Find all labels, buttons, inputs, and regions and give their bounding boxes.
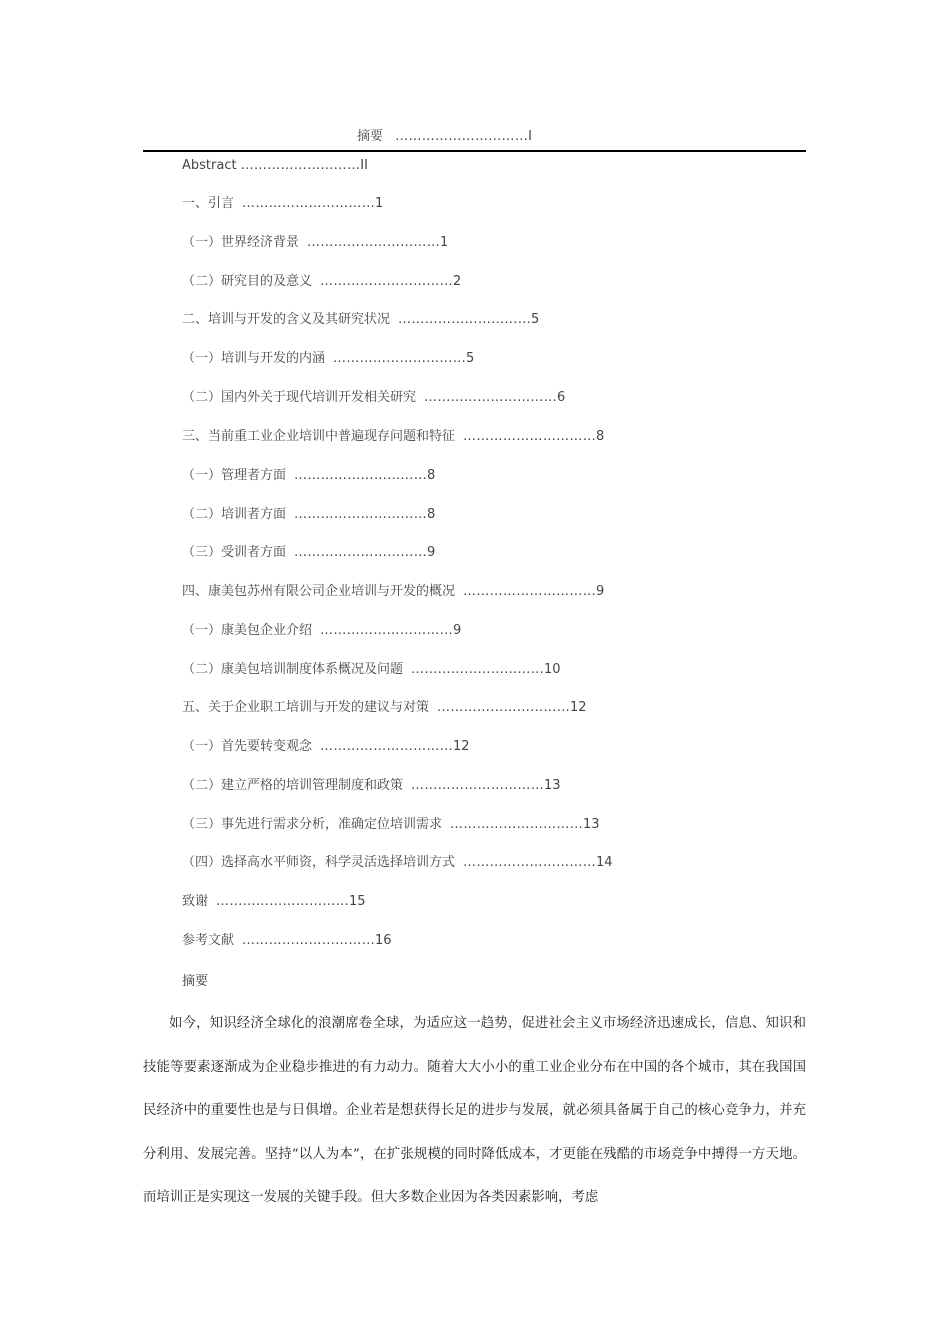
toc-entry-title: （一）首先要转变观念	[182, 739, 313, 754]
toc-leader-dots: …………………………	[242, 933, 376, 948]
toc-entry[interactable]	[182, 543, 435, 563]
toc-leader-dots: …………………………	[424, 390, 558, 405]
toc-entry-title: （二）研究目的及意义	[182, 274, 313, 289]
toc-entry[interactable]	[182, 698, 587, 718]
toc-leader-dots: …………………………	[437, 700, 571, 715]
toc-entry[interactable]	[182, 853, 613, 873]
toc-page-number: 5	[466, 351, 475, 366]
toc-page-number: 9	[453, 623, 462, 638]
toc-entry[interactable]	[182, 310, 539, 330]
toc-entry-title: （一）康美包企业介绍	[182, 623, 313, 638]
toc-entry-title: （一）世界经济背景	[182, 235, 300, 250]
toc-entry[interactable]	[182, 931, 392, 951]
toc-page-number: II	[360, 158, 368, 173]
toc-leader-dots: …………………………	[463, 429, 597, 444]
toc-leader-dots: …………………………	[333, 351, 467, 366]
toc-page-number: 9	[427, 545, 436, 560]
toc-entry[interactable]	[182, 156, 368, 176]
toc-leader-dots: …………………………	[398, 312, 532, 327]
toc-page-number: 2	[453, 274, 462, 289]
toc-leader-dots: …………………………	[463, 855, 597, 870]
toc-leader-dots: …………………………	[307, 235, 441, 250]
toc-leader-dots: …………………………	[294, 468, 428, 483]
toc-page-number: 9	[596, 584, 605, 599]
toc-leader-dots: …………………………	[320, 623, 454, 638]
toc-entry[interactable]	[182, 272, 461, 292]
toc-entry[interactable]	[182, 582, 604, 602]
toc-leader-dots: …………………………	[294, 545, 428, 560]
toc-leader-dots: ………………………	[240, 158, 361, 173]
toc-entry[interactable]	[182, 233, 448, 253]
toc-entry[interactable]	[182, 660, 561, 680]
toc-leader-dots: …………………………	[450, 817, 584, 832]
toc-leader-dots: …………………………	[411, 662, 545, 677]
toc-entry-title: （二）建立严格的培训管理制度和政策	[182, 778, 404, 793]
toc-entry-title: （二）康美包培训制度体系概况及问题	[182, 662, 404, 677]
toc-leader-dots: …………………………	[411, 778, 545, 793]
toc-page-number: 5	[531, 312, 540, 327]
toc-entry[interactable]	[182, 349, 474, 369]
toc-page-number: 13	[583, 817, 600, 832]
toc-page-number: 12	[570, 700, 587, 715]
toc-entry-title: 二、培训与开发的含义及其研究状况	[182, 312, 391, 327]
abstract-body	[143, 1002, 806, 1220]
toc-leader-dots: …………………………	[242, 196, 376, 211]
toc-page-number: 6	[557, 390, 566, 405]
toc-entry-title: 参考文献	[182, 933, 235, 948]
toc-entry[interactable]	[182, 427, 604, 447]
toc-entry[interactable]	[182, 621, 461, 641]
toc-page-number: 1	[440, 235, 449, 250]
toc-leader-dots: …………………………	[294, 507, 428, 522]
toc-page-number: 14	[596, 855, 613, 870]
toc-page-number: 8	[596, 429, 605, 444]
toc-page-number: 12	[453, 739, 470, 754]
toc-entry[interactable]	[182, 388, 565, 408]
toc-entry-title: （三）事先进行需求分析，准确定位培训需求	[182, 817, 443, 832]
toc-entry-title: 五、关于企业职工培训与开发的建议与对策	[182, 700, 430, 715]
toc-entry[interactable]	[182, 892, 366, 912]
toc-entry-title: （二）培训者方面	[182, 507, 287, 522]
toc-page-number: 1	[375, 196, 384, 211]
toc-entry-title: Abstract	[182, 158, 237, 173]
toc-entry-title: （一）培训与开发的内涵	[182, 351, 326, 366]
toc-leader-dots: …………………………	[463, 584, 597, 599]
toc-entry-title: 三、当前重工业企业培训中普遍现存问题和特征	[182, 429, 456, 444]
toc-entry-title: （三）受训者方面	[182, 545, 287, 560]
toc-entry[interactable]	[182, 737, 470, 757]
toc-page-number: 10	[544, 662, 561, 677]
toc-page-number: 16	[375, 933, 392, 948]
toc-entry-title: （一）管理者方面	[182, 468, 287, 483]
toc-page-number: 8	[427, 468, 436, 483]
abstract-paragraph: 如今，知识经济全球化的浪潮席卷全球，为适应这一趋势，促进社会主义市场经济迅速成长，信息、知识和技能等要素逐渐成为企业稳步推进的有力动力。随着大大小小的重工业企业分布在中国的各个城市，其在我国国民经济中的重要性也是与日俱增。企业若是想获得长足的进步与发展，就必须具备属于自己的核心竞争力，并充分利用、发展完善。坚持“以人为本”，在扩张规模的同时降低成本，才更能在残酷的市场竞争中搏得一方天地。而培训正是实现这一发展的关键手段。但大多数企业因为各类因素影响，考虑	[143, 1016, 806, 1206]
toc-entry[interactable]	[182, 815, 600, 835]
header-page-number: I	[528, 129, 532, 144]
toc-leader-dots: …………………………	[320, 274, 454, 289]
toc-page-number: 8	[427, 507, 436, 522]
toc-page-number: 15	[349, 894, 366, 909]
toc-page-number: 13	[544, 778, 561, 793]
toc-entry[interactable]	[182, 194, 383, 214]
toc-entry[interactable]	[182, 505, 435, 525]
toc-leader-dots: …………………………	[320, 739, 454, 754]
header-title: 摘要	[357, 129, 384, 144]
toc-entry-title: 四、康美包苏州有限公司企业培训与开发的概况	[182, 584, 456, 599]
header-leader-dots: …………………………	[395, 129, 529, 144]
toc-entry-title: （四）选择高水平师资，科学灵活选择培训方式	[182, 855, 456, 870]
toc-entry[interactable]	[182, 466, 435, 486]
toc-entry-title: （二）国内外关于现代培训开发相关研究	[182, 390, 417, 405]
toc-leader-dots: …………………………	[216, 894, 350, 909]
toc-entry-title: 一、引言	[182, 196, 235, 211]
toc-entry[interactable]	[182, 776, 561, 796]
abstract-heading: 摘要	[182, 974, 209, 989]
toc-entry-title: 致谢	[182, 894, 209, 909]
page-header	[143, 126, 806, 152]
